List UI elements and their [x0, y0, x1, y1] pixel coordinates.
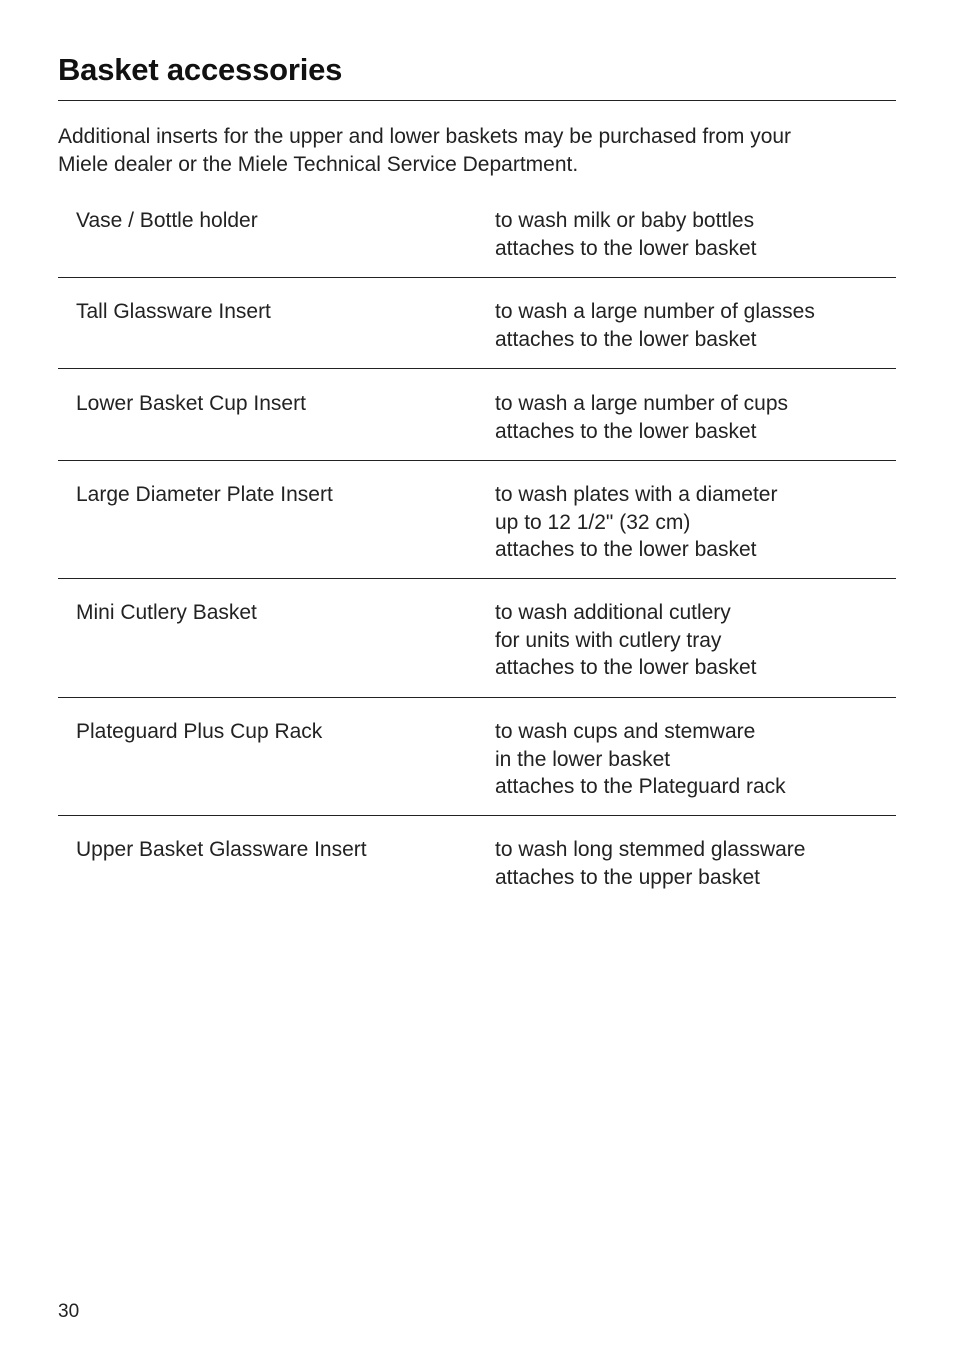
- description-line: up to 12 1/2" (32 cm): [495, 510, 691, 534]
- description-line: to wash milk or baby bottles: [495, 209, 755, 232]
- intro-line: Miele dealer or the Miele Technical Service Department.: [58, 152, 579, 176]
- accessory-description: [495, 836, 805, 891]
- description-line: to wash a large number of cups: [495, 392, 788, 415]
- description-line: attaches to the Plateguard rack: [495, 775, 786, 798]
- accessory-row: [58, 369, 896, 461]
- accessory-row: [58, 461, 896, 579]
- description-line: for units with cutlery tray: [495, 628, 722, 652]
- intro-paragraph: [58, 123, 898, 178]
- description-line: attaches to the lower basket: [495, 236, 757, 260]
- title-divider: [58, 100, 896, 101]
- accessory-description: [495, 481, 777, 564]
- description-line: to wash additional cutlery: [495, 601, 731, 624]
- accessory-name: Lower Basket Cup Insert: [76, 392, 306, 415]
- intro-line: Additional inserts for the upper and lower baskets may be purchased from your: [58, 125, 792, 148]
- description-line: attaches to the upper basket: [495, 865, 761, 889]
- description-line: attaches to the lower basket: [495, 656, 757, 679]
- accessory-row: [58, 579, 896, 698]
- description-line: attaches to the lower basket: [495, 538, 757, 561]
- accessory-table: [58, 205, 896, 906]
- accessory-description: [495, 599, 757, 682]
- description-line: to wash cups and stemware: [495, 720, 756, 743]
- accessory-name: Vase / Bottle holder: [76, 209, 258, 232]
- accessory-name: Plateguard Plus Cup Rack: [76, 720, 323, 743]
- description-line: to wash plates with a diameter: [495, 483, 778, 506]
- accessory-row: [58, 816, 896, 906]
- accessory-description: [495, 298, 815, 353]
- accessory-row: [58, 205, 896, 278]
- page-number: 30: [58, 1301, 80, 1322]
- accessory-name: Large Diameter Plate Insert: [76, 483, 333, 506]
- accessory-name: Mini Cutlery Basket: [76, 601, 257, 624]
- description-line: to wash long stemmed glassware: [495, 838, 806, 861]
- accessory-description: [495, 207, 757, 262]
- page-title: Basket accessories: [58, 52, 343, 87]
- description-line: attaches to the lower basket: [495, 327, 757, 351]
- description-line: attaches to the lower basket: [495, 419, 757, 443]
- accessory-name: Tall Glassware Insert: [76, 300, 271, 323]
- accessory-description: [495, 390, 788, 445]
- accessory-name: Upper Basket Glassware Insert: [76, 838, 367, 861]
- description-line: in the lower basket: [495, 747, 671, 771]
- accessory-row: [58, 278, 896, 369]
- description-line: to wash a large number of glasses: [495, 300, 815, 323]
- accessory-row: [58, 698, 896, 816]
- accessory-description: [495, 718, 786, 801]
